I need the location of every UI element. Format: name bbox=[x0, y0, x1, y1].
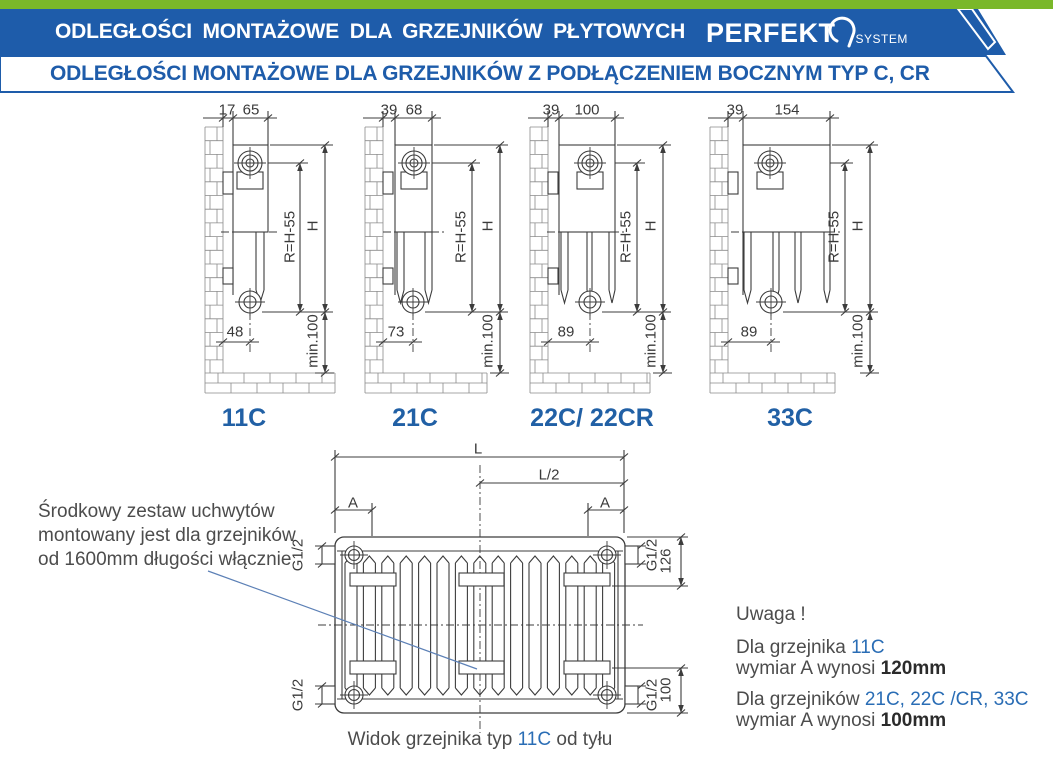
dim-thread-top-left: G1/2 bbox=[289, 538, 307, 572]
dim-pipe-33c: 89 bbox=[740, 323, 758, 341]
caption-prefix: Widok grzejnika typ bbox=[347, 729, 518, 750]
note-line-1: Środkowy zestaw uchwytów bbox=[38, 501, 275, 522]
note-line-3: od 1600mm długości włącznie bbox=[38, 549, 292, 570]
dim-min-11c: min.100 bbox=[304, 314, 322, 368]
dim-depth-11c: 65 bbox=[242, 101, 260, 119]
dim-r-21c: R=H-55 bbox=[452, 210, 470, 264]
dim-min-33c: min.100 bbox=[849, 314, 867, 368]
brand-name: PERFEKT bbox=[706, 18, 836, 48]
dim-pipe-11c: 48 bbox=[226, 323, 244, 341]
dim-thread-bottom-right: G1/2 bbox=[643, 678, 661, 712]
dim-length: L bbox=[473, 440, 483, 458]
type-label-22c: 22C/ 22CR bbox=[530, 404, 654, 432]
page-title: ODLEGŁOŚCI MONTAŻOWE DLA GRZEJNIKÓW PŁYTOWYCH bbox=[55, 20, 686, 43]
caption-suffix: od tyłu bbox=[551, 729, 613, 750]
dim-h-21c: H bbox=[479, 220, 497, 232]
dim-r-11c: R=H-55 bbox=[281, 210, 299, 264]
rear-view-caption bbox=[348, 729, 613, 751]
dim-depth-22c: 100 bbox=[574, 101, 600, 119]
warning-11c-dim-prefix: wymiar A wynosi bbox=[736, 658, 881, 679]
type-label-33c: 33C bbox=[767, 404, 813, 432]
dim-wall-gap-11c: 17 bbox=[218, 101, 236, 119]
dim-a-left: A bbox=[347, 494, 359, 512]
dim-r-22c: R=H-55 bbox=[617, 210, 635, 264]
dim-wall-gap-22c: 39 bbox=[542, 101, 560, 119]
type-label-21c: 21C bbox=[392, 404, 438, 432]
warning-11c-type: 11C bbox=[851, 637, 885, 658]
dim-depth-21c: 68 bbox=[405, 101, 423, 119]
dim-half-length: L/2 bbox=[538, 466, 560, 484]
dim-pipe-22c: 89 bbox=[557, 323, 575, 341]
caption-type: 11C bbox=[517, 729, 552, 750]
warning-others-types: 21C, 22C /CR, 33C bbox=[864, 689, 1029, 710]
dim-h-22c: H bbox=[642, 220, 660, 232]
warning-11c-value: 120mm bbox=[880, 658, 947, 679]
dim-h-33c: H bbox=[849, 220, 867, 232]
dim-wall-gap-21c: 39 bbox=[380, 101, 398, 119]
dim-wall-gap-33c: 39 bbox=[726, 101, 744, 119]
dim-thread-top-right: G1/2 bbox=[643, 538, 661, 572]
page-subtitle: ODLEGŁOŚCI MONTAŻOWE DLA GRZEJNIKÓW Z PODŁĄCZENIEM BOCZNYM TYP C, CR bbox=[50, 62, 930, 85]
brand-subname: SYSTEM bbox=[855, 32, 908, 46]
warning-11c-prefix: Dla grzejnika bbox=[736, 637, 852, 658]
warning-item-11c bbox=[736, 637, 1029, 679]
dim-top-bracket: 126 bbox=[657, 548, 675, 574]
warning-others-dim-prefix: wymiar A wynosi bbox=[736, 710, 881, 731]
warning-others-prefix: Dla grzejników bbox=[736, 689, 865, 710]
type-label-11c: 11C bbox=[221, 404, 267, 432]
dim-thread-bottom-left: G1/2 bbox=[289, 678, 307, 712]
warning-title: Uwaga ! bbox=[736, 604, 806, 625]
warning-item-others bbox=[736, 689, 1029, 731]
dim-min-21c: min.100 bbox=[479, 314, 497, 368]
center-bracket-note bbox=[38, 500, 296, 572]
note-line-2: montowany jest dla grzejników bbox=[38, 525, 296, 546]
warning-note bbox=[736, 603, 1029, 731]
dim-h-11c: H bbox=[304, 220, 322, 232]
dim-pipe-21c: 73 bbox=[387, 323, 405, 341]
dim-r-33c: R=H-55 bbox=[825, 210, 843, 264]
warning-others-value: 100mm bbox=[880, 710, 947, 731]
dim-a-right: A bbox=[599, 494, 611, 512]
dim-min-22c: min.100 bbox=[642, 314, 660, 368]
dim-bottom-bracket: 100 bbox=[657, 677, 675, 703]
dim-depth-33c: 154 bbox=[774, 101, 800, 119]
